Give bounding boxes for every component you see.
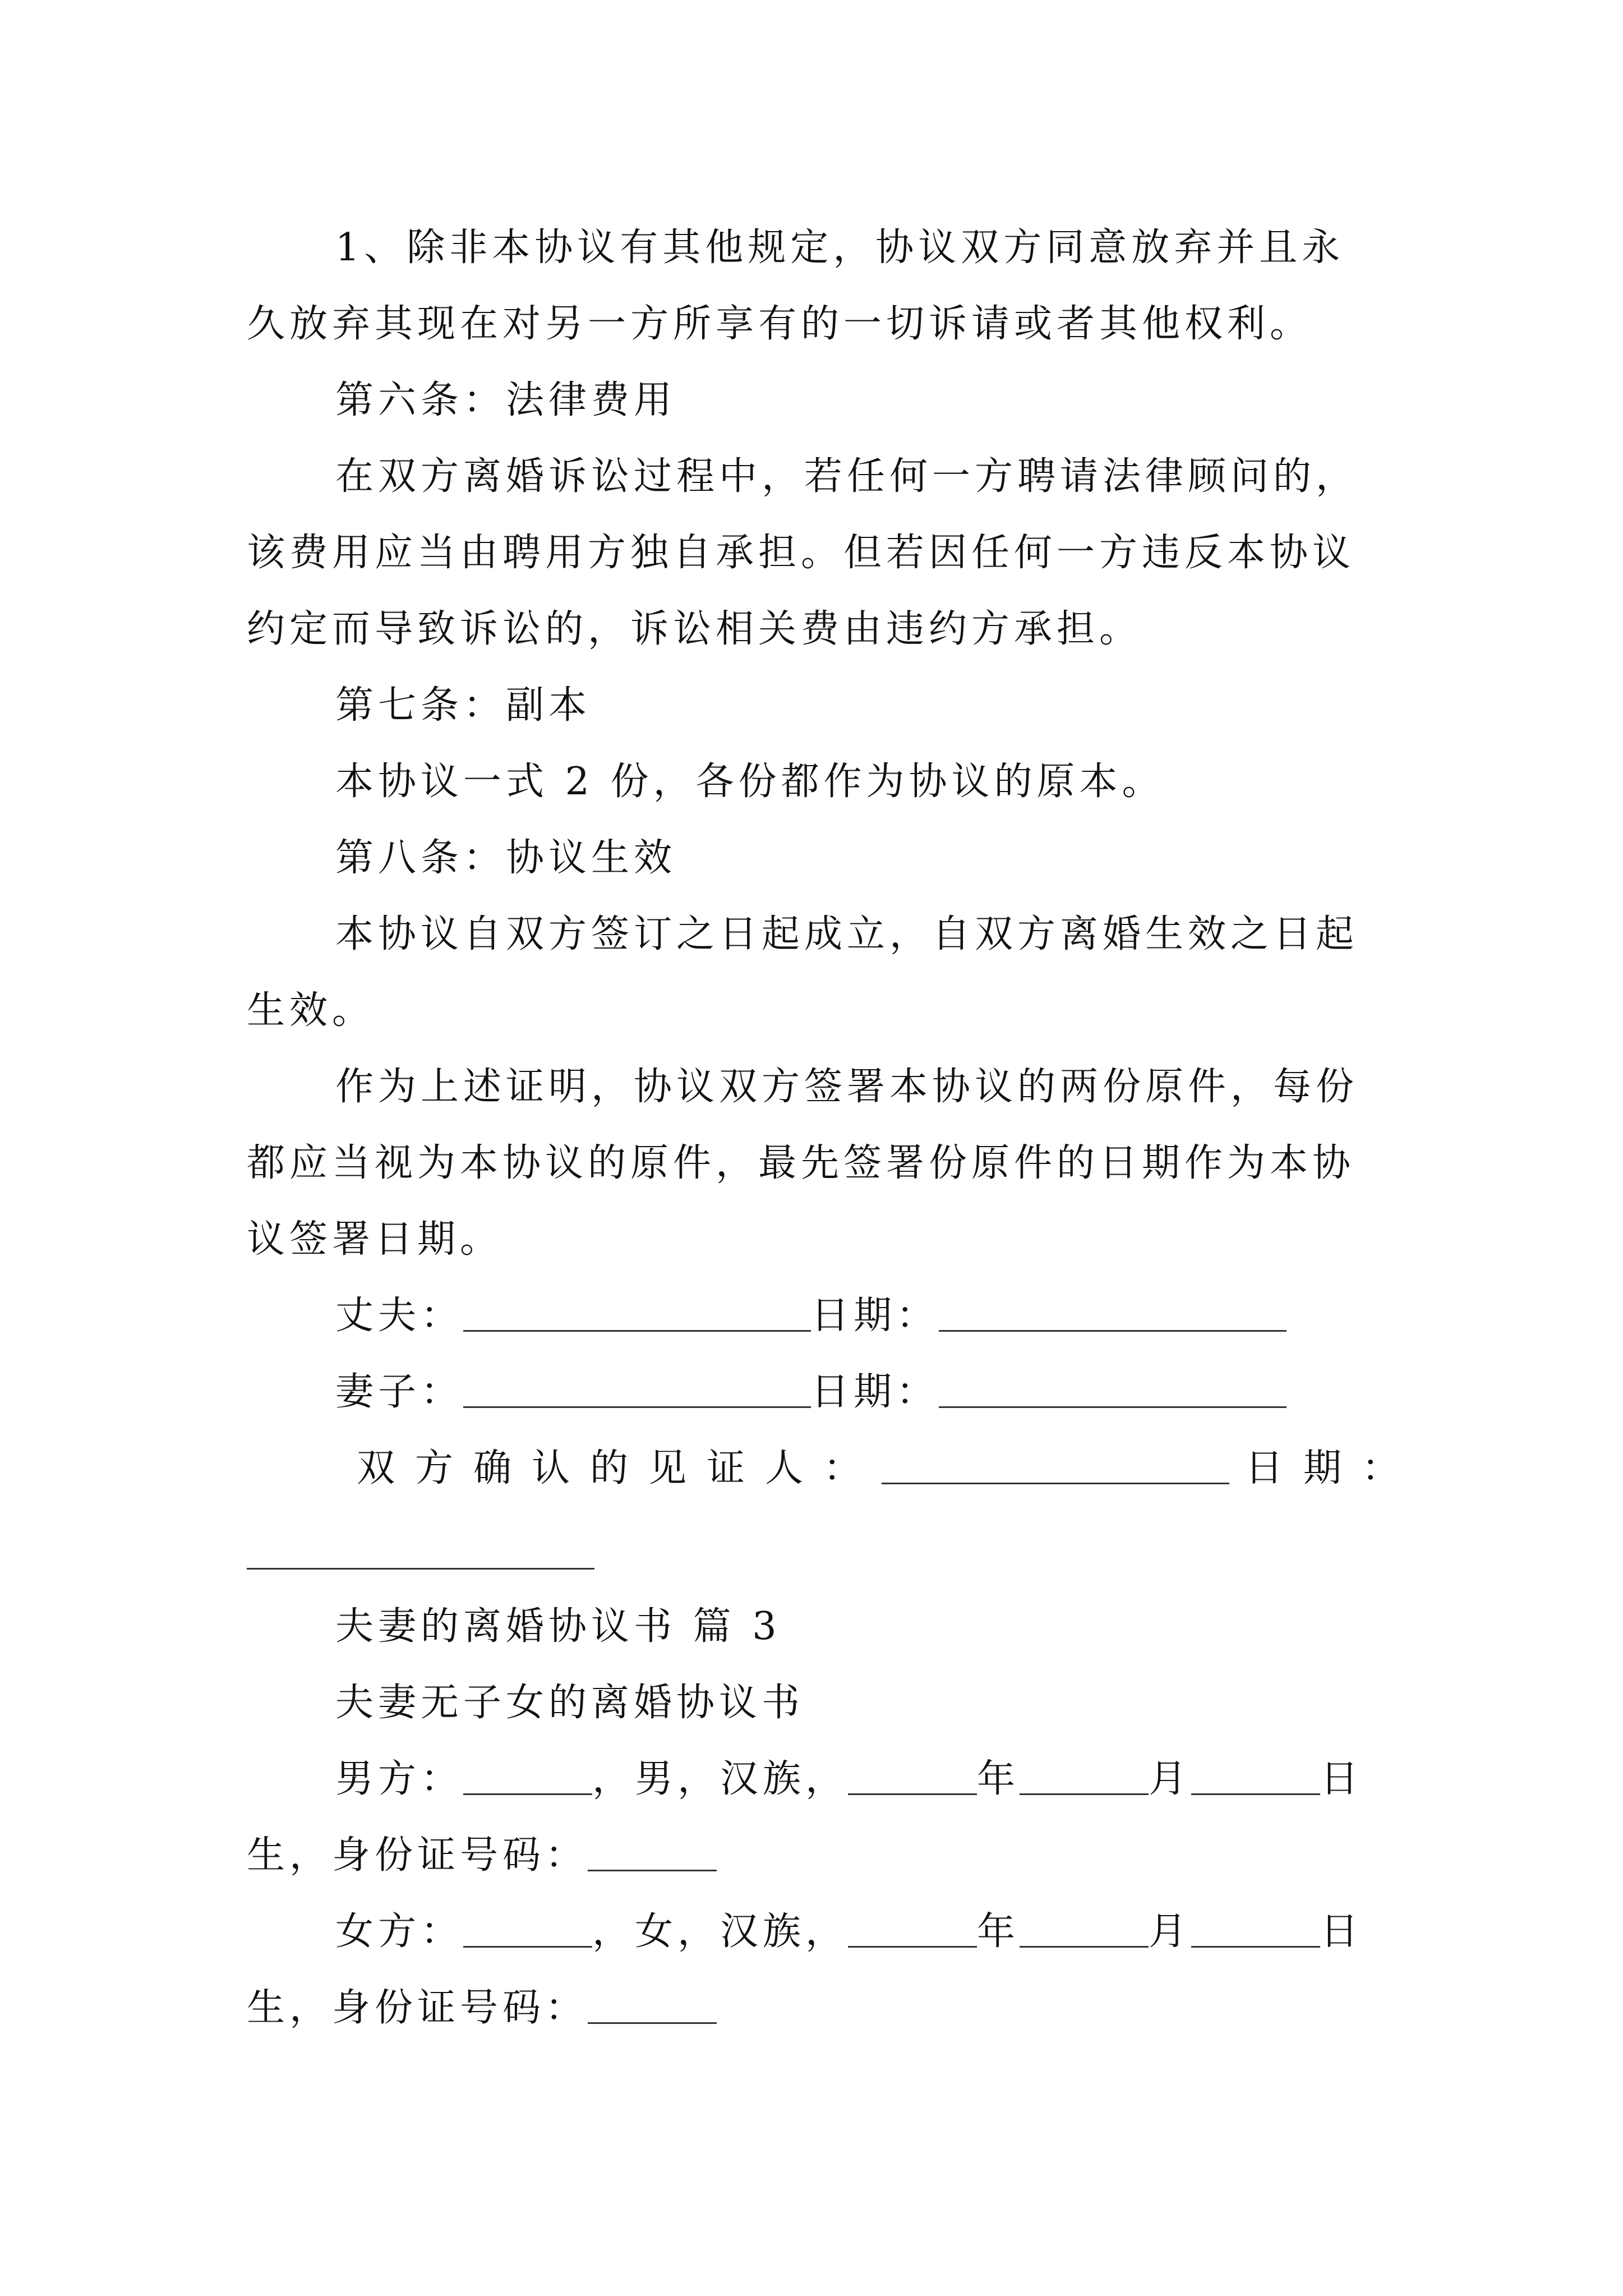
paragraph-line: 作为上述证明，协议双方签署本协议的两份原件，每份 bbox=[335, 1065, 1359, 1109]
female-label: 女方： bbox=[335, 1910, 464, 1954]
witness-signature-line bbox=[0, 1441, 1623, 1497]
witness-date-blank[interactable] bbox=[247, 1568, 594, 1570]
paragraph-line: 该费用应当由聘用方独自承担。但若因任何一方违反本协议 bbox=[247, 531, 1355, 575]
male-day-blank[interactable] bbox=[1191, 1760, 1320, 1795]
wife-date-blank[interactable] bbox=[939, 1373, 1287, 1408]
witness-signature-blank[interactable] bbox=[882, 1449, 1229, 1484]
paragraph-line: 都应当视为本协议的原件，最先签署份原件的日期作为本协 bbox=[247, 1141, 1355, 1185]
paragraph-line: 1、除非本协议有其他规定，协议双方同意放弃并且永 bbox=[335, 226, 1345, 270]
section-title: 夫妻无子女的离婚协议书 bbox=[335, 1681, 805, 1725]
male-month-blank[interactable] bbox=[1020, 1760, 1149, 1795]
husband-signature-blank[interactable] bbox=[463, 1296, 811, 1332]
male-year-blank[interactable] bbox=[848, 1760, 977, 1795]
wife-label: 妻子： bbox=[335, 1370, 464, 1414]
section-heading: 夫妻的离婚协议书 篇 3 bbox=[335, 1604, 781, 1649]
husband-label: 丈夫： bbox=[335, 1294, 464, 1338]
day-label: 日 bbox=[1320, 1910, 1363, 1954]
paragraph-line: 本协议一式 2 份，各份都作为协议的原本。 bbox=[335, 760, 1165, 804]
paragraph-line: 本协议自双方签订之日起成立，自双方离婚生效之日起 bbox=[335, 912, 1359, 956]
date-label: 日期： bbox=[811, 1370, 939, 1414]
female-month-blank[interactable] bbox=[1020, 1912, 1149, 1948]
month-label: 月 bbox=[1149, 1910, 1192, 1954]
day-label: 日 bbox=[1320, 1757, 1363, 1801]
id-label: 生，身份证号码： bbox=[247, 1986, 588, 2030]
female-id-line bbox=[0, 1980, 1623, 2036]
id-label: 生，身份证号码： bbox=[247, 1833, 588, 1878]
female-year-blank[interactable] bbox=[848, 1912, 977, 1948]
date-label: 日期： bbox=[811, 1294, 939, 1338]
paragraph-line: 议签署日期。 bbox=[247, 1217, 503, 1262]
female-day-blank[interactable] bbox=[1191, 1912, 1320, 1948]
article-heading: 第八条：协议生效 bbox=[335, 836, 677, 880]
witness-label: 双方确认的见证人： bbox=[357, 1446, 882, 1490]
paragraph-line: 久放弃其现在对另一方所享有的一切诉请或者其他权利。 bbox=[247, 302, 1313, 346]
year-label: 年 bbox=[977, 1910, 1020, 1954]
female-name-blank[interactable] bbox=[463, 1912, 592, 1948]
husband-date-blank[interactable] bbox=[939, 1296, 1287, 1332]
male-gender-text: ，男，汉族， bbox=[592, 1757, 849, 1801]
male-id-line bbox=[0, 1828, 1623, 1884]
paragraph-line: 约定而导致诉讼的，诉讼相关费由违约方承担。 bbox=[247, 607, 1142, 651]
male-id-blank[interactable] bbox=[588, 1836, 717, 1871]
article-heading: 第七条：副本 bbox=[335, 683, 592, 728]
paragraph-line: 在双方离婚诉讼过程中，若任何一方聘请法律顾问的， bbox=[335, 454, 1359, 499]
male-info-line bbox=[0, 1751, 1623, 1807]
female-gender-text: ，女，汉族， bbox=[592, 1910, 849, 1954]
male-name-blank[interactable] bbox=[463, 1760, 592, 1795]
male-label: 男方： bbox=[335, 1757, 464, 1801]
month-label: 月 bbox=[1149, 1757, 1192, 1801]
paragraph-line: 生效。 bbox=[247, 988, 375, 1033]
female-id-blank[interactable] bbox=[588, 1989, 717, 2024]
year-label: 年 bbox=[977, 1757, 1020, 1801]
witness-date-label: 日期： bbox=[1245, 1446, 1421, 1490]
female-info-line bbox=[0, 1904, 1623, 1960]
wife-signature-line bbox=[0, 1364, 1623, 1420]
article-heading: 第六条：法律费用 bbox=[335, 378, 677, 422]
husband-signature-line bbox=[0, 1288, 1623, 1344]
wife-signature-blank[interactable] bbox=[463, 1373, 811, 1408]
